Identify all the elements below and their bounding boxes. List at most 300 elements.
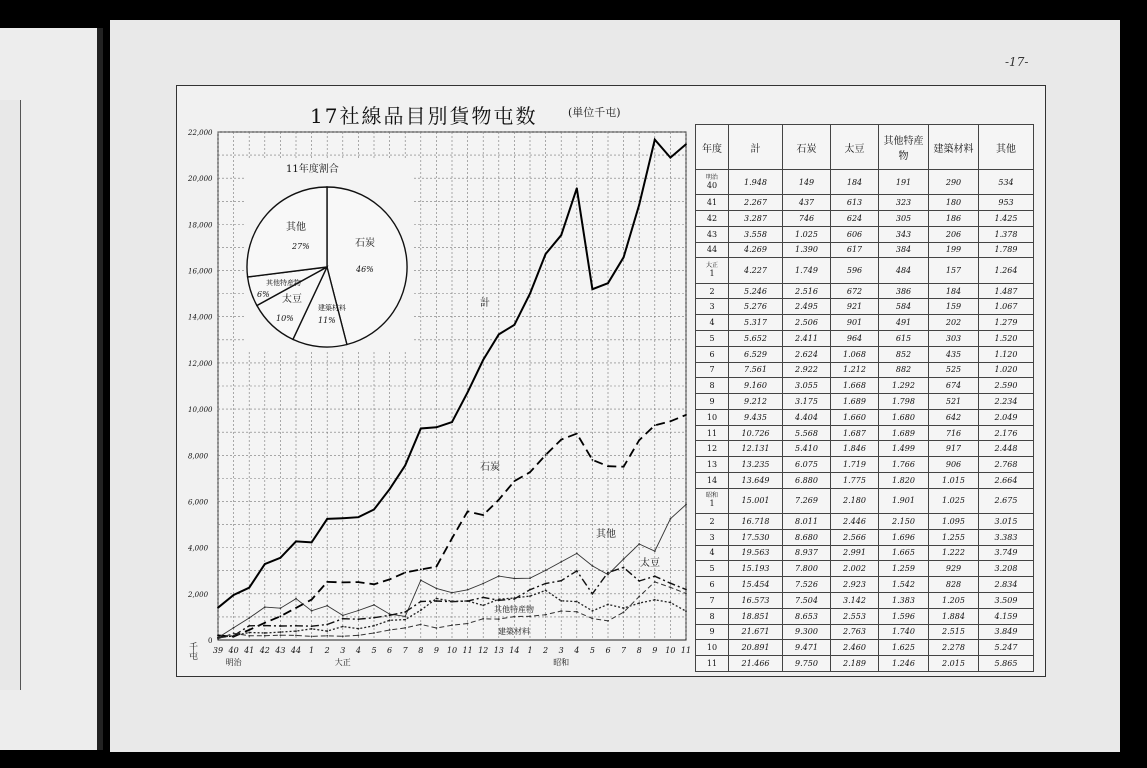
row-year: 4 <box>709 548 715 558</box>
series-point <box>607 620 609 622</box>
data-table <box>695 124 1034 672</box>
table-cell-other: 1.067 <box>979 299 1034 315</box>
table-cell-spec: 386 <box>879 283 929 299</box>
row-year-cell <box>696 656 729 672</box>
row-year: 14 <box>706 475 718 485</box>
table-cell-soy: 2.553 <box>831 608 879 624</box>
table-cell-soy: 3.142 <box>831 592 879 608</box>
table-cell-other: 2.590 <box>979 378 1034 394</box>
series-point <box>545 614 547 616</box>
x-tick-label: 5 <box>371 646 377 655</box>
x-tick-label: 12 <box>478 646 489 655</box>
table-cell-build: 206 <box>929 226 979 242</box>
table-row <box>696 473 1034 489</box>
row-year: 3 <box>709 302 715 312</box>
series-point <box>576 553 578 555</box>
table-cell-other: 1.020 <box>979 362 1034 378</box>
table-cell-coal: 7.526 <box>783 577 831 593</box>
series-point <box>358 516 360 518</box>
x-tick-label: 5 <box>589 646 595 655</box>
series-point <box>482 583 484 585</box>
table-cell-build: 2.015 <box>929 656 979 672</box>
x-tick-label: 2 <box>324 646 330 655</box>
table-cell-coal: 8.653 <box>783 608 831 624</box>
table-cell-other: 1.789 <box>979 242 1034 258</box>
table-cell-soy: 624 <box>831 211 879 227</box>
table-cell-soy: 1.668 <box>831 378 879 394</box>
series-point <box>436 600 438 602</box>
table-cell-build: 202 <box>929 315 979 331</box>
series-point <box>342 626 344 628</box>
header-soybean: 太豆 <box>831 125 879 170</box>
row-year-cell <box>696 299 729 315</box>
table-row <box>696 362 1034 378</box>
series-point <box>311 541 313 543</box>
series-point <box>326 635 328 637</box>
table-cell-coal: 5.568 <box>783 425 831 441</box>
y-tick-label: 22,000 <box>188 129 213 137</box>
table-cell-coal: 4.404 <box>783 409 831 425</box>
table-cell-other: 1.264 <box>979 258 1034 283</box>
table-row <box>696 315 1034 331</box>
table-cell-other: 1.487 <box>979 283 1034 299</box>
table-cell-coal: 3.175 <box>783 394 831 410</box>
table-cell-soy: 1.212 <box>831 362 879 378</box>
series-point <box>295 630 297 632</box>
table-cell-spec: 852 <box>879 346 929 362</box>
table-cell-other: 1.378 <box>979 226 1034 242</box>
series-point <box>592 618 594 620</box>
era-label: 明治 <box>225 658 242 667</box>
table-cell-build: 199 <box>929 242 979 258</box>
series-point <box>217 638 219 640</box>
series-point <box>638 204 640 206</box>
table-cell-total: 3.558 <box>729 226 783 242</box>
table-cell-total: 13.235 <box>729 457 783 473</box>
table-cell-other: 3.015 <box>979 514 1034 530</box>
row-year-cell <box>696 409 729 425</box>
series-point <box>685 610 687 612</box>
table-cell-build: 674 <box>929 378 979 394</box>
series-label: 建築材料 <box>498 627 530 636</box>
table-row <box>696 226 1034 242</box>
x-tick-label: 42 <box>259 646 270 655</box>
series-point <box>404 627 406 629</box>
row-year: 7 <box>709 365 715 375</box>
series-point <box>264 563 266 565</box>
series-point <box>280 607 282 609</box>
row-year-cell <box>696 425 729 441</box>
header-building-materials: 建築材料 <box>929 125 979 170</box>
row-year-cell <box>696 529 729 545</box>
x-tick-label: 8 <box>636 646 642 655</box>
series-point <box>576 601 578 603</box>
x-tick-label: 10 <box>446 646 458 655</box>
table-cell-coal: 3.055 <box>783 378 831 394</box>
series-point <box>420 609 422 611</box>
series-point <box>311 625 313 627</box>
row-year: 9 <box>709 396 715 406</box>
series-point <box>358 628 360 630</box>
table-cell-soy: 1.846 <box>831 441 879 457</box>
series-point <box>576 187 578 189</box>
table-cell-soy: 2.189 <box>831 656 879 672</box>
row-year-cell <box>696 545 729 561</box>
series-point <box>342 581 344 583</box>
pie-slice-pct: 27% <box>292 242 310 251</box>
table-cell-build: 290 <box>929 170 979 195</box>
table-cell-coal: 746 <box>783 211 831 227</box>
pie-slice-label: 建築材料 <box>318 304 346 312</box>
table-row <box>696 640 1034 656</box>
series-point <box>545 253 547 255</box>
table-cell-spec: 1.499 <box>879 441 929 457</box>
table-cell-soy: 672 <box>831 283 879 299</box>
row-year-cell <box>696 488 729 513</box>
series-point <box>514 597 516 599</box>
table-cell-coal: 5.410 <box>783 441 831 457</box>
series-point <box>529 471 531 473</box>
series-point <box>373 632 375 634</box>
table-cell-spec: 1.680 <box>879 409 929 425</box>
table-row <box>696 330 1034 346</box>
table-cell-total: 2.267 <box>729 195 783 211</box>
table-cell-build: 716 <box>929 425 979 441</box>
series-point <box>623 558 625 560</box>
table-cell-other: 2.176 <box>979 425 1034 441</box>
series-point <box>670 582 672 584</box>
table-cell-build: 828 <box>929 577 979 593</box>
table-row <box>696 592 1034 608</box>
table-cell-coal: 7.504 <box>783 592 831 608</box>
table-cell-soy: 1.660 <box>831 409 879 425</box>
series-point <box>248 635 250 637</box>
table-cell-other: 2.768 <box>979 457 1034 473</box>
row-year: 13 <box>706 460 718 470</box>
row-year: 43 <box>706 229 718 239</box>
table-cell-other: 2.234 <box>979 394 1034 410</box>
series-point <box>467 589 469 591</box>
table-row <box>696 425 1034 441</box>
table-cell-soy: 613 <box>831 195 879 211</box>
series-point <box>467 623 469 625</box>
table-cell-other: 5.247 <box>979 640 1034 656</box>
table-cell-total: 13.649 <box>729 473 783 489</box>
table-cell-coal: 2.516 <box>783 283 831 299</box>
series-point <box>280 634 282 636</box>
series-label: 其他 <box>596 529 616 540</box>
y-axis-label: 千屯 <box>187 642 197 660</box>
table-cell-coal: 6.880 <box>783 473 831 489</box>
header-coal: 石炭 <box>783 125 831 170</box>
table-cell-other: 2.664 <box>979 473 1034 489</box>
series-point <box>545 454 547 456</box>
header-special-products: 其他特産物 <box>879 125 929 170</box>
series-point <box>233 632 235 634</box>
table-cell-total: 1.948 <box>729 170 783 195</box>
table-cell-other: 3.749 <box>979 545 1034 561</box>
row-year: 6 <box>709 580 715 590</box>
row-year: 1 <box>709 269 715 278</box>
series-point <box>248 587 250 589</box>
x-tick-label: 11 <box>462 646 473 655</box>
series-point <box>311 599 313 601</box>
row-year-cell <box>696 330 729 346</box>
series-point <box>264 632 266 634</box>
series-point <box>576 611 578 613</box>
series-label: 其他特産物 <box>494 605 534 614</box>
series-point <box>326 630 328 632</box>
table-cell-spec: 1.820 <box>879 473 929 489</box>
y-tick-label: 10,000 <box>188 406 213 415</box>
table-cell-build: 1.255 <box>929 529 979 545</box>
x-tick-label: 3 <box>558 646 564 655</box>
series-point <box>389 619 391 621</box>
y-tick-label: 12,000 <box>188 359 213 368</box>
series-point <box>576 570 578 572</box>
series-point <box>623 611 625 613</box>
table-cell-coal: 2.624 <box>783 346 831 362</box>
x-tick-label: 1 <box>527 646 533 655</box>
era-label: 大正 <box>334 658 351 667</box>
series-point <box>436 426 438 428</box>
y-tick-label: 4,000 <box>188 544 209 553</box>
row-year: 10 <box>706 643 718 653</box>
table-cell-soy: 921 <box>831 299 879 315</box>
series-point <box>248 632 250 634</box>
series-point <box>342 635 344 637</box>
y-tick-label: 6,000 <box>188 498 209 507</box>
series-point <box>623 466 625 468</box>
x-tick-label: 4 <box>355 646 361 655</box>
x-tick-label: 40 <box>228 646 239 655</box>
y-tick-label: 0 <box>208 637 213 645</box>
table-cell-spec: 484 <box>879 258 929 283</box>
series-point <box>295 541 297 543</box>
x-tick-label: 39 <box>212 646 224 655</box>
table-cell-coal: 8.680 <box>783 529 831 545</box>
table-cell-soy: 1.687 <box>831 425 879 441</box>
pie-slice-pct: 6% <box>257 290 270 299</box>
series-point <box>592 593 594 595</box>
table-cell-other: 4.159 <box>979 608 1034 624</box>
row-year-cell <box>696 640 729 656</box>
y-tick-label: 14,000 <box>188 313 213 322</box>
row-year-cell <box>696 211 729 227</box>
table-cell-build: 435 <box>929 346 979 362</box>
table-cell-spec: 1.383 <box>879 592 929 608</box>
series-point <box>545 589 547 591</box>
series-point <box>638 439 640 441</box>
series-point <box>217 634 219 636</box>
series-point <box>311 628 313 630</box>
series-point <box>482 604 484 606</box>
series-point <box>529 293 531 295</box>
series-point <box>560 580 562 582</box>
series-point <box>280 557 282 559</box>
table-cell-other: 2.834 <box>979 577 1034 593</box>
x-tick-label: 14 <box>509 646 520 655</box>
series-point <box>358 581 360 583</box>
table-row <box>696 624 1034 640</box>
series-point <box>326 518 328 520</box>
table-cell-soy: 1.068 <box>831 346 879 362</box>
y-tick-label: 8,000 <box>188 452 209 461</box>
table-cell-total: 15.454 <box>729 577 783 593</box>
y-tick-label: 2,000 <box>188 590 209 599</box>
series-point <box>514 616 516 618</box>
table-cell-total: 17.530 <box>729 529 783 545</box>
row-year: 2 <box>709 516 715 526</box>
table-cell-spec: 384 <box>879 242 929 258</box>
table-cell-total: 16.573 <box>729 592 783 608</box>
table-cell-other: 2.049 <box>979 409 1034 425</box>
table-cell-total: 9.435 <box>729 409 783 425</box>
table-cell-build: 906 <box>929 457 979 473</box>
pie-title: 11年度割合 <box>286 164 339 175</box>
series-point <box>592 565 594 567</box>
series-point <box>529 589 531 591</box>
table-cell-total: 20.891 <box>729 640 783 656</box>
table-cell-total: 10.726 <box>729 425 783 441</box>
table-cell-other: 5.865 <box>979 656 1034 672</box>
row-year-cell <box>696 514 729 530</box>
header-year: 年度 <box>696 125 729 170</box>
series-label: 太豆 <box>640 558 660 569</box>
series-point <box>248 629 250 631</box>
table-cell-spec: 1.696 <box>879 529 929 545</box>
series-point <box>623 567 625 569</box>
x-tick-label: 3 <box>340 646 346 655</box>
series-point <box>280 615 282 617</box>
table-cell-other: 3.849 <box>979 624 1034 640</box>
table-cell-total: 9.160 <box>729 378 783 394</box>
table-cell-build: 525 <box>929 362 979 378</box>
series-point <box>514 578 516 580</box>
series-point <box>342 614 344 616</box>
series-point <box>638 543 640 545</box>
table-cell-total: 5.652 <box>729 330 783 346</box>
table-row <box>696 656 1034 672</box>
series-point <box>373 604 375 606</box>
table-cell-spec: 584 <box>879 299 929 315</box>
series-point <box>685 504 687 506</box>
table-row <box>696 577 1034 593</box>
table-row <box>696 514 1034 530</box>
series-point <box>389 579 391 581</box>
pie-slice-label: 其他 <box>286 222 306 233</box>
series-point <box>685 589 687 591</box>
table-row <box>696 488 1034 513</box>
row-year: 5 <box>709 333 715 343</box>
y-tick-label: 18,000 <box>188 221 213 230</box>
series-point <box>560 561 562 563</box>
series-point <box>420 569 422 571</box>
series-point <box>607 603 609 605</box>
series-point <box>451 421 453 423</box>
table-cell-soy: 606 <box>831 226 879 242</box>
series-point <box>295 607 297 609</box>
series-point <box>638 580 640 582</box>
series-point <box>654 581 656 583</box>
row-year-cell <box>696 473 729 489</box>
series-point <box>638 602 640 604</box>
row-year-cell <box>696 195 729 211</box>
series-point <box>404 465 406 467</box>
pie-slice-pct: 46% <box>356 265 374 274</box>
series-point <box>654 550 656 552</box>
series-point <box>607 282 609 284</box>
era-mark: 明治 <box>705 173 718 181</box>
row-year: 2 <box>709 286 715 296</box>
table-cell-spec: 343 <box>879 226 929 242</box>
series-point <box>389 488 391 490</box>
series-point <box>576 433 578 435</box>
series-point <box>436 627 438 629</box>
series-point <box>482 618 484 620</box>
table-cell-spec: 1.901 <box>879 488 929 513</box>
table-cell-soy: 2.763 <box>831 624 879 640</box>
row-year: 3 <box>709 532 715 542</box>
table-cell-build: 2.515 <box>929 624 979 640</box>
table-cell-build: 303 <box>929 330 979 346</box>
x-tick-label: 43 <box>275 646 286 655</box>
series-point <box>326 605 328 607</box>
series-point <box>529 615 531 617</box>
table-row <box>696 378 1034 394</box>
series-point <box>560 600 562 602</box>
table-cell-other: 1.279 <box>979 315 1034 331</box>
series-point <box>420 624 422 626</box>
series-point <box>670 420 672 422</box>
table-cell-total: 21.466 <box>729 656 783 672</box>
table-cell-coal: 1.749 <box>783 258 831 283</box>
table-cell-total: 19.563 <box>729 545 783 561</box>
table-cell-soy: 2.991 <box>831 545 879 561</box>
series-point <box>467 391 469 393</box>
pie-slice-label: 石炭 <box>355 238 375 249</box>
series-point <box>654 599 656 601</box>
series-point <box>342 618 344 620</box>
table-cell-build: 1.025 <box>929 488 979 513</box>
series-point <box>404 619 406 621</box>
table-cell-coal: 9.471 <box>783 640 831 656</box>
y-tick-label: 20,000 <box>188 175 213 184</box>
row-year-cell <box>696 394 729 410</box>
table-cell-coal: 437 <box>783 195 831 211</box>
row-year: 4 <box>709 318 715 328</box>
series-point <box>560 439 562 441</box>
table-cell-spec: 1.542 <box>879 577 929 593</box>
table-cell-soy: 1.775 <box>831 473 879 489</box>
table-cell-coal: 2.506 <box>783 315 831 331</box>
table-cell-other: 953 <box>979 195 1034 211</box>
row-year: 7 <box>709 595 715 605</box>
table-cell-other: 2.448 <box>979 441 1034 457</box>
era-mark: 昭和 <box>705 492 718 500</box>
series-point <box>217 607 219 609</box>
row-year-cell <box>696 283 729 299</box>
table-cell-other: 2.675 <box>979 488 1034 513</box>
table-cell-coal: 1.390 <box>783 242 831 258</box>
table-row <box>696 170 1034 195</box>
table-row <box>696 457 1034 473</box>
table-cell-total: 4.227 <box>729 258 783 283</box>
table-cell-total: 4.269 <box>729 242 783 258</box>
table-cell-soy: 2.923 <box>831 577 879 593</box>
series-point <box>670 586 672 588</box>
table-row <box>696 529 1034 545</box>
